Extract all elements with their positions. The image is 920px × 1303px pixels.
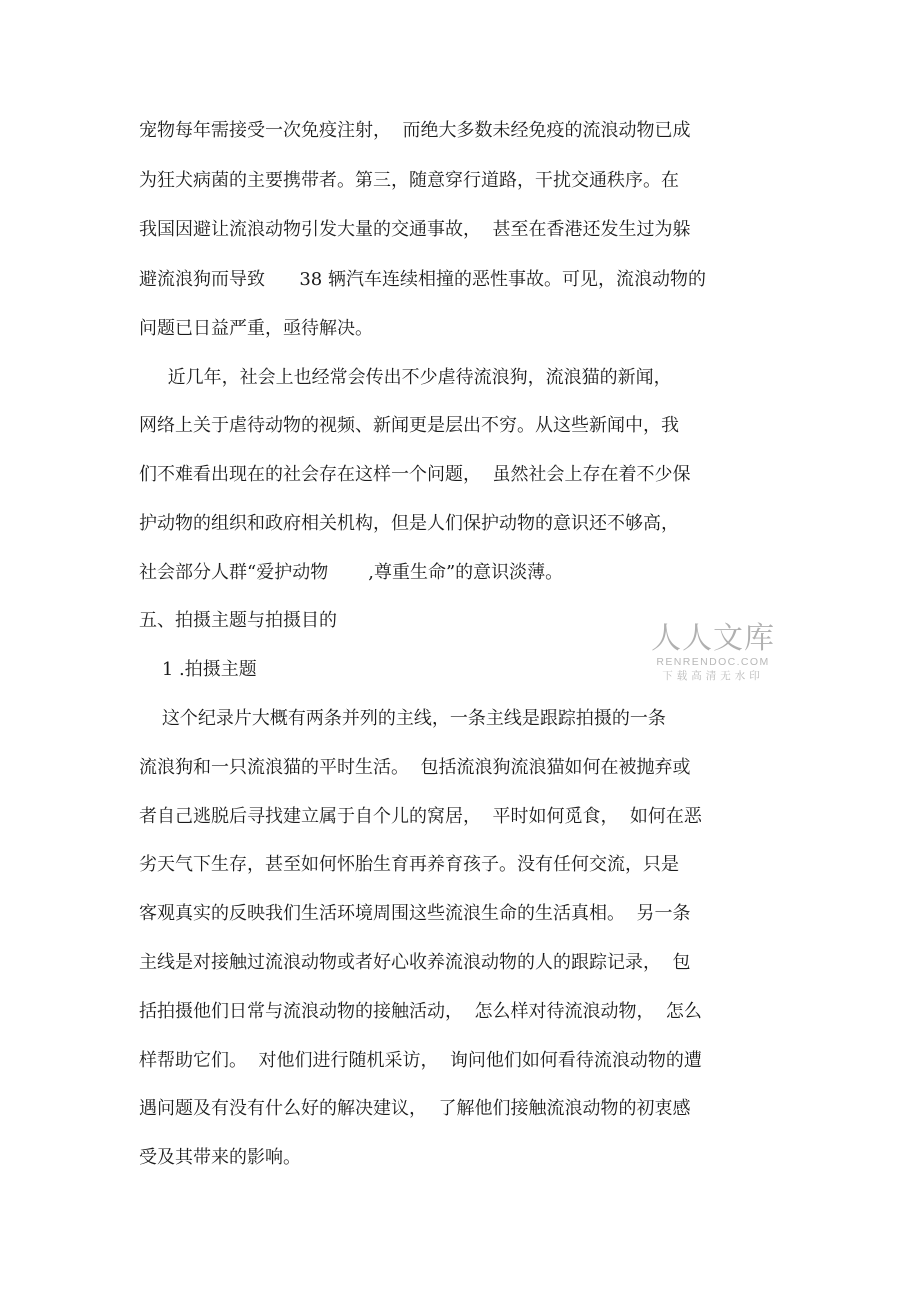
watermark-domain: RENRENDOC.COM	[656, 656, 770, 668]
text-line-22: 受及其带来的影响。	[139, 1147, 301, 1168]
text-line-3: 我国因避让流浪动物引发大量的交通事故， 甚至在香港还发生过为躲	[139, 219, 691, 240]
text-line-16: 劣天气下生存，甚至如何怀胎生育再养育孩子。没有任何交流，只是	[139, 854, 679, 875]
text-line-20: 样帮助它们。 对他们进行随机采访， 询问他们如何看待流浪动物的遭	[139, 1050, 702, 1071]
text-line-6: 近几年，社会上也经常会传出不少虐待流浪狗，流浪猫的新闻，	[139, 367, 672, 388]
watermark-slogan: 下载高清无水印	[662, 670, 764, 682]
text-line-21: 遇问题及有没有什么好的解决建议， 了解他们接触流浪动物的初衷感	[139, 1098, 691, 1119]
text-line-10: 社会部分人群“爱护动物 ,尊重生命”的意识淡薄。	[139, 562, 564, 583]
text-line-9: 护动物的组织和政府相关机构，但是人们保护动物的意识还不够高，	[139, 513, 679, 534]
text-line-19: 括拍摄他们日常与流浪动物的接触活动， 怎么样对待流浪动物， 怎么	[139, 1001, 702, 1022]
text-line-17: 客观真实的反映我们生活环境周围这些流浪生命的生活真相。 另一条	[139, 903, 691, 924]
text-line-13: 这个纪录片大概有两条并列的主线，一条主线是跟踪拍摄的一条	[139, 708, 666, 729]
text-line-18: 主线是对接触过流浪动物或者好心收养流浪动物的人的跟踪记录， 包	[139, 952, 691, 973]
text-line-14: 流浪狗和一只流浪猫的平时生活。 包括流浪狗流浪猫如何在被抛弃或	[139, 757, 691, 778]
watermark	[648, 622, 778, 683]
text-line-8: 们不难看出现在的社会存在这样一个问题， 虽然社会上存在着不少保	[139, 464, 691, 485]
section-heading: 五、拍摄主题与拍摄目的	[139, 610, 337, 631]
text-line-7: 网络上关于虐待动物的视频、新闻更是层出不穷。从这些新闻中，我	[139, 415, 679, 436]
text-line-1: 宠物每年需接受一次免疫注射， 而绝大多数未经免疫的流浪动物已成	[139, 120, 691, 141]
text-line-15: 者自己逃脱后寻找建立属于自个儿的窝居， 平时如何觅食， 如何在恶	[139, 806, 702, 827]
watermark-title: 人人文库	[651, 621, 775, 656]
subsection-heading: 1 .拍摄主题	[139, 659, 257, 680]
text-line-4: 避流浪狗而导致 38 辆汽车连续相撞的恶性事故。可见，流浪动物的	[139, 269, 706, 290]
text-line-5: 问题已日益严重，亟待解决。	[139, 318, 373, 339]
text-line-2: 为狂犬病菌的主要携带者。第三，随意穿行道路，干扰交通秩序。在	[139, 170, 679, 191]
